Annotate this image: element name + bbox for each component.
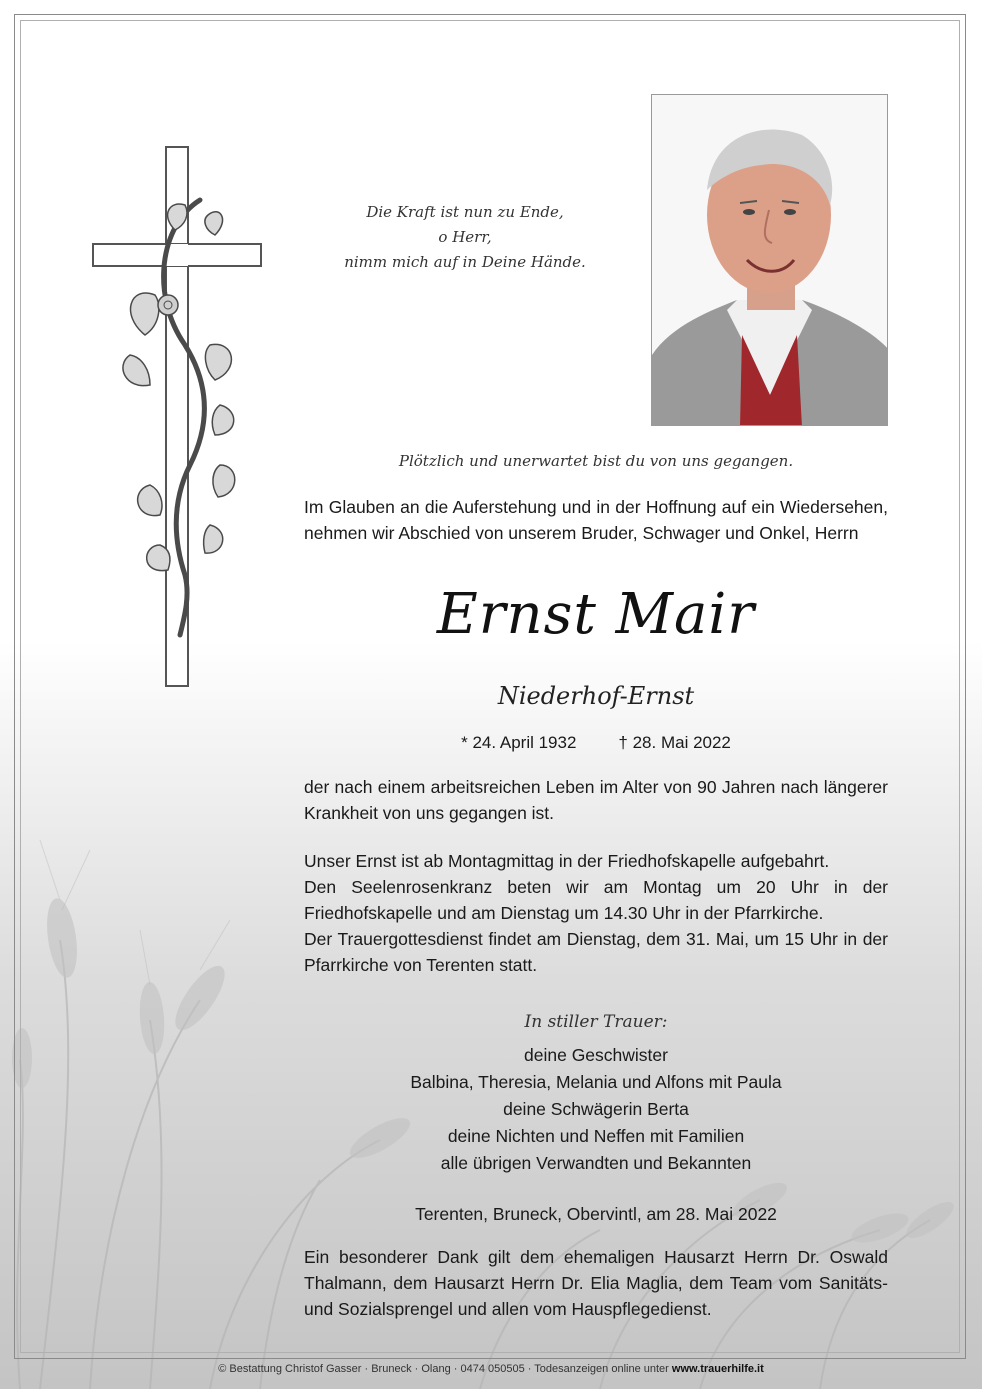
footer (0, 1363, 982, 1375)
mourner-line: Balbina, Theresia, Melania und Alfons mit Paula (410, 1072, 782, 1092)
mourners-list (304, 1042, 888, 1177)
ceremony-line: Unser Ernst ist ab Montagmittag in der Friedhofskapelle aufgebahrt. (304, 851, 830, 871)
quote-line: o Herr, (438, 228, 492, 246)
mourner-line: deine Nichten und Neffen mit Familien (447, 1126, 745, 1146)
life-dates (304, 733, 888, 753)
deceased-name: Ernst Mair (436, 582, 756, 647)
thanks-text: Ein besonderer Dank gilt dem ehemaligen Hausarzt Herrn Dr. Oswald Thalmann, dem Hausarzt Herrn Dr. Elia Maglia, dem Team vom Sanitäts- und Sozialsprengel und allen vom Hauspflegedienst. (304, 1247, 888, 1319)
footer-text: © Bestattung Christof Gasser · Bruneck · Olang · 0474 050505 · Todesanzeigen online unter (218, 1363, 672, 1375)
mourning-title: In stiller Trauer: (524, 1012, 668, 1032)
subtitle: Plötzlich und unerwartet bist du von uns gegangen. (398, 452, 794, 470)
quote (300, 200, 630, 275)
portrait-photo (651, 94, 888, 426)
footer-link[interactable]: www.trauerhilfe.it (671, 1363, 764, 1375)
life-text: der nach einem arbeitsreichen Leben im Alter von 90 Jahren nach längerer Krankheit von uns gegangen ist. (304, 777, 888, 823)
ceremony-text (304, 848, 888, 978)
place-and-date: Terenten, Bruneck, Obervintl, am 28. Mai 2022 (415, 1204, 777, 1224)
birth-date: * 24. April 1932 (461, 733, 577, 752)
cross-with-rose-icon (90, 145, 265, 690)
quote-line: nimm mich auf in Deine Hände. (344, 253, 586, 271)
portrait-illustration (652, 95, 888, 426)
ceremony-line: Den Seelenrosenkranz beten wir am Montag um 20 Uhr in der Friedhofskapelle und am Dienstag um 14.30 Uhr in der Pfarrkirche. (304, 877, 888, 923)
mourner-line: deine Geschwister (524, 1045, 668, 1065)
intro-text: Im Glauben an die Auferstehung und in der Hoffnung auf ein Wiedersehen, nehmen wir Abschied von unserem Bruder, Schwager und Onkel, Herrn (304, 497, 888, 543)
ceremony-line: Der Trauergottesdienst findet am Dienstag, dem 31. Mai, um 15 Uhr in der Pfarrkirche von Terenten statt. (304, 929, 888, 975)
quote-line: Die Kraft ist nun zu Ende, (366, 203, 564, 221)
mourner-line: alle übrigen Verwandten und Bekannten (440, 1153, 752, 1173)
nickname: Niederhof-Ernst (497, 682, 695, 710)
mourner-line: deine Schwägerin Berta (503, 1099, 689, 1119)
death-date: † 28. Mai 2022 (618, 733, 731, 752)
